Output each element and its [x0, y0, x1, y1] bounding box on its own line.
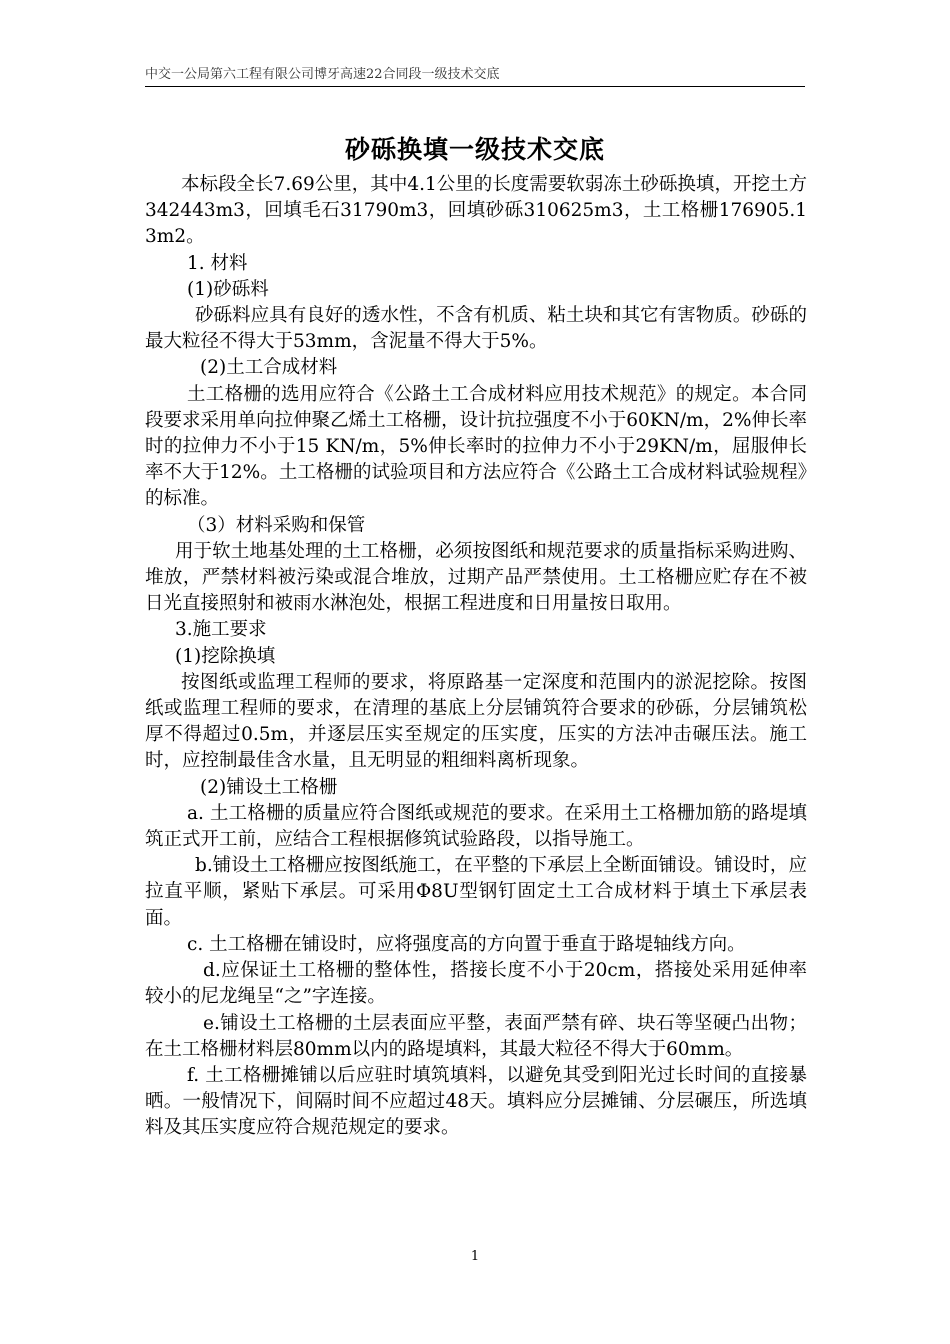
document-body: [145, 172, 807, 1142]
paragraph-gravel: 砂砾料应具有良好的透水性，不含有机质、粘土块和其它有害物质。砂砾的最大粒径不得大于53mm，含泥量不得大于5%。: [145, 305, 807, 353]
subsection-heading-gravel: (1)砂砾料: [187, 278, 269, 300]
paragraph-item-e: e.铺设土工格栅的土层表面应平整，表面严禁有碎、块石等坚硬凸出物；在土工格栅材料层80mm以内的路堤填料，其最大粒径不得大于60mm。: [145, 1012, 807, 1060]
section-heading-construction: 3.施工要求: [175, 619, 267, 641]
paragraph-item-d: d.应保证土工格栅的整体性，搭接长度不小于20cm，搭接处采用延伸率较小的尼龙绳呈“之”字连接。: [145, 960, 807, 1008]
document-title: 砂砾换填一级技术交底: [344, 135, 605, 164]
subsection-heading-geosynthetics: (2)土工合成材料: [200, 357, 338, 379]
paragraph-item-c: c. 土工格栅在铺设时，应将强度高的方向置于垂直于路堤轴线方向。: [187, 933, 746, 955]
paragraph-procurement: 用于软土地基处理的土工格栅，必须按图纸和规范要求的质量指标采购进购、堆放，严禁材料被污染或混合堆放，过期产品严禁使用。土工格栅应贮存在不被日光直接照射和被雨水淋泡处，根据工程进度和日用量按日取用。: [145, 540, 807, 615]
section-heading-materials: 1. 材料: [187, 252, 248, 274]
paragraph-item-a: a. 土工格栅的质量应符合图纸或规范的要求。在采用土工格栅加筋的路堤填筑正式开工前，应结合工程根据修筑试验路段，以指导施工。: [145, 802, 807, 851]
subsection-heading-excavation: (1)挖除换填: [175, 645, 276, 667]
paragraph-item-f: f. 土工格栅摊铺以后应驻时填筑填料，以避免其受到阳光过长时间的直接暴晒。一般情况下，间隔时间不应超过48天。填料应分层摊铺、分层碾压，所选填料及其压实度应符合规范规定的要求。: [145, 1064, 807, 1139]
page-header: 中交一公局第六工程有限公司博牙高速22合同段一级技术交底: [145, 64, 805, 87]
paragraph-intro: 本标段全长7.69公里，其中4.1公里的长度需要软弱冻土砂砾换填，开挖土方342443m3，回填毛石31790m3，回填砂砾310625m3，土工格栅176905.13m2。: [145, 174, 807, 248]
page-number: 1: [470, 1249, 480, 1264]
paragraph-item-b: b.铺设土工格栅应按图纸施工，在平整的下承层上全断面铺设。铺设时，应拉直平顺，紧贴下承层。可采用Φ8U型钢钉固定土工合成材料于填土下承层表面。: [145, 855, 807, 929]
subsection-heading-procurement: （3）材料采购和保管: [187, 514, 366, 536]
paragraph-geosynthetics: 土工格栅的选用应符合《公路土工合成材料应用技术规范》的规定。本合同段要求采用单向拉伸聚乙烯土工格栅，设计抗拉强度不小于60KN/m，2%伸长率时的拉伸力不小于15 KN/m，5%伸长率时的拉伸力不小于29KN/m，屈服伸长率不大于12%。土工格栅的试验项目和方法应符合《公路土工合成材料试验规程》的标准。: [145, 383, 807, 510]
subsection-heading-laying: (2)铺设土工格栅: [200, 776, 338, 798]
paragraph-excavation: 按图纸或监理工程师的要求，将原路基一定深度和范围内的淤泥挖除。按图纸或监理工程师的要求，在清理的基底上分层铺筑符合要求的砂砾，分层铺筑松厚不得超过0.5m，并逐层压实至规定的压实度，压实的方法冲击碾压法。施工时，应控制最佳含水量，且无明显的粗细料离析现象。: [145, 671, 807, 772]
